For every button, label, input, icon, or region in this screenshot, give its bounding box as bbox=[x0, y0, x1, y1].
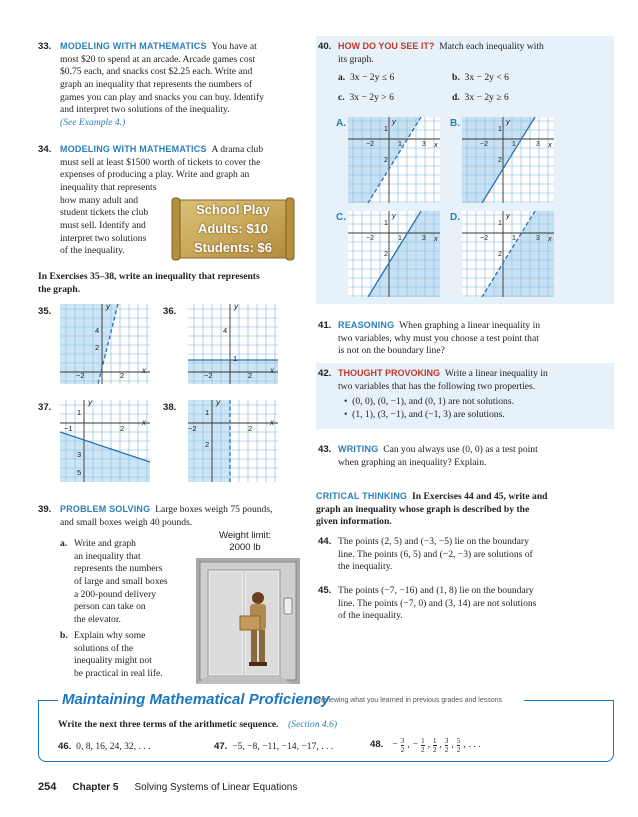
sign-students: Students: $6 bbox=[193, 240, 272, 255]
graph-38 bbox=[188, 400, 278, 482]
fraction bbox=[457, 737, 461, 754]
text-line: inequality that represents bbox=[60, 181, 157, 193]
coordinate-grid bbox=[348, 211, 440, 297]
graph-label-a: A. bbox=[336, 118, 346, 129]
graph-a bbox=[348, 117, 440, 203]
tick-label: 3 bbox=[422, 141, 426, 148]
text-line: Can you always use (0, 0) as a test point bbox=[383, 444, 538, 455]
problem-48: 48. − $\frac{3}{2}$ , − $\frac{1}{2}$ , $\frac{1}{2}$ , $\frac{3}{2}$ , $\frac{5}{2}$ , . . . bbox=[370, 737, 481, 754]
tick-label: 2 bbox=[248, 424, 253, 433]
page-footer bbox=[38, 780, 297, 795]
text-line: a 200-pound delivery bbox=[74, 588, 157, 600]
sequence-text: 0, 8, 16, 24, 32, . . . bbox=[76, 741, 151, 752]
denominator: 2 bbox=[400, 746, 405, 754]
denominator: 2 bbox=[433, 746, 437, 754]
problem-heading: MODELING WITH MATHEMATICS bbox=[60, 41, 207, 51]
tick-label: −2 bbox=[480, 141, 488, 148]
problem-41 bbox=[318, 320, 608, 358]
tick-label: 1 bbox=[77, 408, 82, 417]
x-axis-label: x bbox=[142, 418, 146, 427]
x-axis-label: x bbox=[434, 140, 438, 149]
tick-label: −2 bbox=[76, 371, 85, 380]
problem-number: 45. bbox=[318, 585, 332, 596]
numerator: 1 bbox=[433, 737, 437, 745]
graph-b bbox=[462, 117, 554, 203]
part-label: a. bbox=[60, 538, 68, 549]
text-line: the inequality. bbox=[338, 561, 393, 573]
denominator: 2 bbox=[456, 746, 461, 754]
choice-label: a. bbox=[338, 72, 346, 83]
graph-label-b: B. bbox=[450, 118, 460, 129]
text-line: and interpret two solutions of the inequality. bbox=[60, 104, 230, 116]
problem-number: 35. bbox=[38, 306, 52, 317]
text-line: represents the numbers bbox=[74, 563, 163, 575]
numerator: 1 bbox=[421, 737, 425, 745]
text-line: graph an inequality whose graph is described by the bbox=[316, 503, 530, 515]
fraction bbox=[445, 737, 449, 754]
numerator: 5 bbox=[456, 737, 461, 745]
coordinate-grid bbox=[462, 117, 554, 203]
tick-label: 1 bbox=[233, 354, 238, 363]
tick-label: 2 bbox=[95, 343, 100, 352]
chapter-title: Solving Systems of Linear Equations bbox=[134, 782, 298, 793]
tick-label: 1 bbox=[398, 141, 402, 148]
text-line: line. The points (6, 5) and (−2, −3) are solutions of bbox=[338, 548, 533, 560]
coordinate-grid bbox=[462, 211, 554, 297]
graph-c bbox=[348, 211, 440, 297]
ellipsis: . . . bbox=[468, 739, 481, 751]
maintaining-instruction bbox=[58, 719, 598, 732]
problem-43 bbox=[318, 444, 608, 469]
x-axis-label: x bbox=[142, 366, 146, 375]
choice-c bbox=[338, 92, 394, 105]
maintaining-title: Maintaining Mathematical Proficiency bbox=[58, 690, 334, 710]
text-line: two variables that has the following two properties. bbox=[338, 380, 536, 392]
problem-heading: THOUGHT PROVOKING bbox=[338, 368, 441, 378]
text-line: 2000 lb bbox=[229, 542, 261, 553]
text-line: Write and graph bbox=[74, 538, 136, 549]
tick-label: 3 bbox=[77, 450, 82, 459]
tick-label: 1 bbox=[384, 126, 388, 133]
example-ref[interactable]: (See Example 4.) bbox=[60, 116, 126, 128]
problem-46 bbox=[58, 741, 151, 754]
problem-45 bbox=[318, 585, 612, 623]
box-top-left-edge bbox=[38, 700, 60, 701]
denominator: 2 bbox=[421, 746, 425, 754]
sign-adults: Adults: $10 bbox=[197, 221, 269, 236]
text-line: The points (−7, −16) and (1, 8) lie on the boundary bbox=[338, 585, 534, 596]
bullet-icon: • bbox=[344, 408, 348, 420]
problem-heading: HOW DO YOU SEE IT? bbox=[338, 41, 435, 51]
bullet-text: (1, 1), (3, −1), and (−1, 3) are solutions. bbox=[352, 408, 505, 420]
graph-35 bbox=[60, 304, 150, 384]
text-line: when graphing an inequality? Explain. bbox=[338, 456, 487, 468]
numerator: 3 bbox=[444, 737, 449, 745]
maintaining-subtitle: Reviewing what you learned in previous grades and lessons bbox=[316, 697, 502, 704]
choice-b bbox=[452, 72, 509, 85]
text-line: how many adult and bbox=[60, 194, 139, 206]
minus-sign: − bbox=[412, 739, 419, 751]
problem-number: 48. bbox=[370, 739, 384, 751]
problem-number: 42. bbox=[318, 368, 332, 379]
problem-number: 36. bbox=[163, 306, 177, 317]
choice-expr: 3x − 2y < 6 bbox=[464, 72, 509, 83]
problem-number: 44. bbox=[318, 536, 332, 547]
problem-number: 43. bbox=[318, 444, 332, 455]
tick-label: 3 bbox=[536, 141, 540, 148]
choice-d bbox=[452, 92, 509, 105]
problem-number: 38. bbox=[163, 402, 177, 413]
numerator: 3 bbox=[400, 737, 405, 745]
tick-label: 1 bbox=[512, 141, 516, 148]
text-line: be practical in real life. bbox=[74, 667, 163, 679]
school-play-sign bbox=[170, 196, 296, 262]
page-number: 254 bbox=[38, 781, 57, 793]
choice-label: d. bbox=[452, 92, 460, 103]
tick-label: −2 bbox=[366, 141, 374, 148]
y-axis-label: y bbox=[216, 398, 220, 407]
problem-number: 46. bbox=[58, 741, 72, 752]
tick-label: 1 bbox=[398, 235, 402, 242]
bullet-icon: • bbox=[344, 396, 348, 408]
text-line: Match each inequality with bbox=[439, 41, 544, 52]
x-axis-label: x bbox=[548, 234, 552, 243]
tick-label: 1 bbox=[205, 408, 210, 417]
tick-label: −2 bbox=[366, 235, 374, 242]
choice-label: b. bbox=[452, 72, 460, 83]
tick-label: −1 bbox=[64, 424, 73, 433]
text-line: must sell at least $1500 worth of tickets to cover the bbox=[60, 156, 261, 168]
problem-heading: REASONING bbox=[338, 320, 395, 330]
text-line: and small boxes weigh 40 pounds. bbox=[60, 516, 193, 528]
tick-label: 2 bbox=[498, 157, 502, 164]
text-line: $0.75 each, and snacks cost $2.25 each. Write and bbox=[60, 66, 253, 78]
text-line: Write a linear inequality in bbox=[444, 368, 548, 379]
text-line: line. The points (−7, 0) and (3, 14) are not solutions bbox=[338, 597, 537, 609]
text-line: the elevator. bbox=[74, 613, 121, 625]
tick-label: 1 bbox=[512, 235, 516, 242]
coordinate-grid bbox=[60, 400, 150, 482]
text-line: of the inequality. bbox=[338, 610, 403, 622]
text-line: two variables, why must you choose a test point that bbox=[338, 332, 539, 344]
text-line: the graph. bbox=[38, 283, 81, 295]
text-line: games you can play and snacks you can buy. Identify bbox=[60, 91, 264, 103]
text-line: The points (2, 5) and (−3, −5) lie on the boundary bbox=[338, 536, 529, 547]
text-line: A drama club bbox=[211, 144, 264, 155]
text-line: Explain why some bbox=[74, 630, 146, 641]
y-axis-label: y bbox=[392, 117, 396, 126]
section-heading: CRITICAL THINKING bbox=[316, 491, 408, 501]
graph-label-c: C. bbox=[336, 212, 346, 223]
tick-label: 4 bbox=[223, 326, 228, 335]
problem-heading: MODELING WITH MATHEMATICS bbox=[60, 144, 207, 154]
problem-40 bbox=[318, 41, 608, 66]
problem-44 bbox=[318, 536, 612, 574]
text-line: expenses of producing a play. Write and graph an bbox=[60, 169, 250, 181]
sequence-text: −5, −8, −11, −14, −17, . . . bbox=[232, 741, 334, 752]
text-line: an inequality that bbox=[74, 550, 141, 562]
problem-39 bbox=[38, 504, 313, 529]
chapter-label: Chapter 5 bbox=[72, 782, 119, 793]
fraction bbox=[401, 737, 405, 754]
choice-label: c. bbox=[338, 92, 345, 103]
problem-number: 47. bbox=[214, 741, 228, 752]
coordinate-grid bbox=[188, 400, 278, 482]
text-line: inequality might not bbox=[74, 655, 152, 667]
tick-label: 1 bbox=[498, 220, 502, 227]
tick-label: 3 bbox=[536, 235, 540, 242]
denominator: 2 bbox=[444, 746, 449, 754]
part-label: b. bbox=[60, 630, 68, 641]
y-axis-label: y bbox=[88, 398, 92, 407]
coordinate-grid bbox=[348, 117, 440, 203]
text-line: student tickets the club bbox=[60, 207, 149, 219]
elevator-icon bbox=[196, 558, 300, 684]
choice-expr: 3x − 2y ≥ 6 bbox=[464, 92, 509, 103]
text-line: When graphing a linear inequality in bbox=[399, 320, 541, 331]
tick-label: −2 bbox=[204, 371, 213, 380]
section-ref-link[interactable]: (Section 4.6) bbox=[288, 719, 338, 730]
text-line: person can take on bbox=[74, 601, 146, 613]
text-line: In Exercises 35–38, write an inequality that represents bbox=[38, 271, 260, 282]
y-axis-label: y bbox=[506, 117, 510, 126]
choice-expr: 3x − 2y > 6 bbox=[349, 92, 394, 103]
problem-39a bbox=[60, 538, 200, 627]
tick-label: 2 bbox=[384, 251, 388, 258]
graph-36 bbox=[188, 304, 278, 384]
bullet-text: (0, 0), (0, −1), and (0, 1) are not solutions. bbox=[352, 396, 514, 408]
x-axis-label: x bbox=[434, 234, 438, 243]
graph-label-d: D. bbox=[450, 212, 460, 223]
text-line: graph an inequality that represents the numbers of bbox=[60, 78, 253, 90]
tick-label: −2 bbox=[480, 235, 488, 242]
tick-label: −2 bbox=[188, 424, 197, 433]
tick-label: 1 bbox=[384, 220, 388, 227]
x-axis-label: x bbox=[270, 366, 274, 375]
tick-label: 2 bbox=[120, 371, 125, 380]
tick-label: 5 bbox=[77, 468, 82, 477]
text-line: is not on the boundary line? bbox=[338, 345, 445, 357]
box-top-right-edge bbox=[524, 700, 614, 701]
graph-d bbox=[462, 211, 554, 297]
x-axis-label: x bbox=[270, 418, 274, 427]
critical-thinking-instruction bbox=[316, 491, 612, 529]
problem-number: 39. bbox=[38, 504, 52, 515]
text-line: given information. bbox=[316, 516, 392, 528]
coordinate-grid bbox=[188, 304, 278, 384]
problem-42 bbox=[318, 368, 610, 422]
instruction-text: Write the next three terms of the arithmetic sequence. bbox=[58, 719, 279, 730]
tick-label: 2 bbox=[120, 424, 125, 433]
fraction bbox=[433, 737, 437, 754]
y-axis-label: y bbox=[106, 302, 110, 311]
problem-47 bbox=[214, 741, 333, 754]
text-line: In Exercises 44 and 45, write and bbox=[412, 491, 548, 502]
tick-label: 1 bbox=[498, 126, 502, 133]
tick-label: 2 bbox=[498, 251, 502, 258]
problem-39b bbox=[60, 630, 200, 681]
text-line: Weight limit: bbox=[218, 530, 272, 541]
text-line: its graph. bbox=[338, 53, 374, 65]
y-axis-label: y bbox=[234, 302, 238, 311]
text-line: must sell. Identify and bbox=[60, 219, 146, 231]
problem-33 bbox=[38, 41, 308, 130]
elevator-illustration bbox=[196, 558, 300, 684]
text-line: of the inequality. bbox=[60, 245, 125, 257]
choice-a bbox=[338, 72, 394, 85]
text-line: of large and small boxes bbox=[74, 575, 168, 587]
problem-number: 40. bbox=[318, 41, 332, 52]
tick-label: 2 bbox=[205, 440, 210, 449]
problem-number: 37. bbox=[38, 402, 52, 413]
tick-label: 2 bbox=[248, 371, 253, 380]
sign-title: School Play bbox=[196, 202, 270, 217]
exercises-35-38-instruction bbox=[38, 271, 313, 296]
problem-number: 34. bbox=[38, 144, 52, 155]
choice-expr: 3x − 2y ≤ 6 bbox=[350, 72, 395, 83]
graph-37 bbox=[60, 400, 150, 482]
text-line: interpret two solutions bbox=[60, 232, 147, 244]
problem-number: 41. bbox=[318, 320, 332, 331]
coordinate-grid bbox=[60, 304, 150, 384]
x-axis-label: x bbox=[548, 140, 552, 149]
weight-limit-label bbox=[205, 530, 285, 554]
tick-label: 3 bbox=[422, 235, 426, 242]
minus-sign: − bbox=[392, 739, 398, 751]
tick-label: 4 bbox=[95, 326, 100, 335]
text-line: Large boxes weigh 75 pounds, bbox=[155, 504, 273, 515]
text-line: most $20 to spend at an arcade. Arcade games cost bbox=[60, 53, 256, 65]
problem-heading: WRITING bbox=[338, 444, 379, 454]
y-axis-label: y bbox=[392, 211, 396, 220]
y-axis-label: y bbox=[506, 211, 510, 220]
tick-label: 2 bbox=[384, 157, 388, 164]
text-line: solutions of the bbox=[74, 642, 134, 654]
problem-number: 33. bbox=[38, 41, 52, 52]
text-line: You have at bbox=[211, 41, 257, 52]
problem-heading: PROBLEM SOLVING bbox=[60, 504, 151, 514]
fraction bbox=[421, 737, 425, 754]
